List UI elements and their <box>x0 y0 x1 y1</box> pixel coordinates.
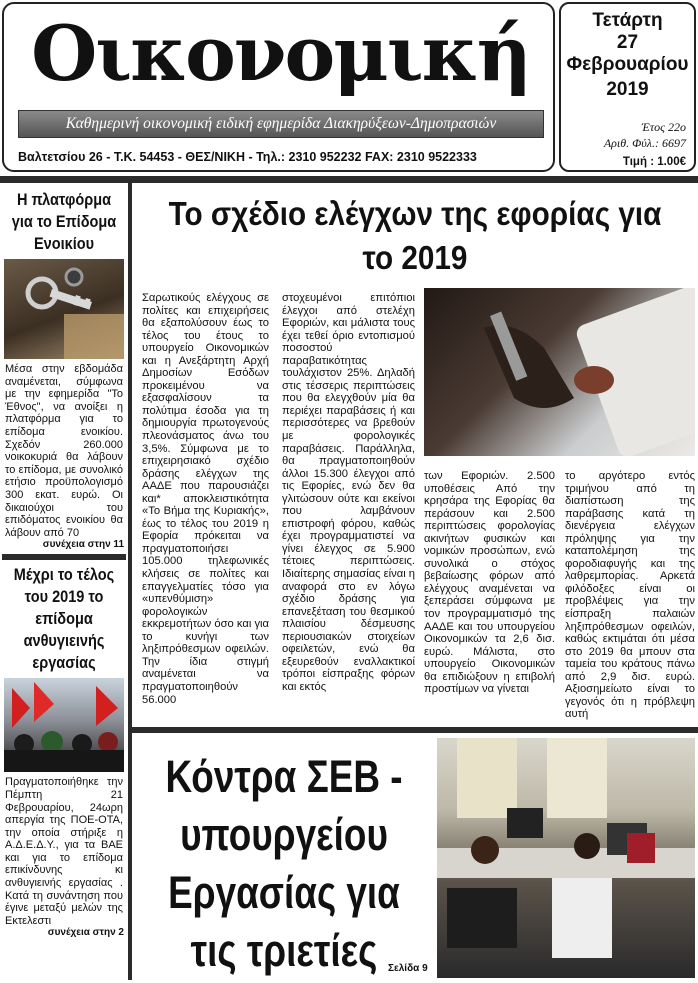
pen-and-document-icon <box>424 288 695 456</box>
main-headline: Το σχέδιο ελέγχων της εφορίας για το 2019 <box>168 195 662 276</box>
issue-volume: Έτος 22ο <box>641 120 686 134</box>
masthead <box>2 2 555 172</box>
article-column-3: των Εφοριών. 2.500 υποθέσεις Από την κρησάρα της Εφορίας θα περάσουν και 2.500 περιπτώσεις φορολογίας ακινήτων φυσικών και νομικών προσώπων, ενώ συνολικά ο στόχος βεβαίωσης φόρων από ελέγχους αναμένεται να ξεπεράσει σύμφωνα με τον προγραμματισμό της ΑΑΔΕ και του υπουργείου Οικονομικών τα 2,6 δισ. ευρώ. Μάλιστα, στο υπουργείο Οικονομικών θα επιδιώξουν η επιβολή προστίμων να γίνεται <box>424 470 555 696</box>
article-column-1: Σαρωτικούς ελέγχους σε πολίτες και επιχειρήσεις θα εξαπολύσουν έως το τέλος του έτους το υπουργείο Οικονομικών και η Ανεξάρτητη Αρχή Δημοσίων Εσόδων προκειμένου να εξασφαλίσουν τα πολύτιμα έσοδα για τη δημιουργία πρωτογενούς πλεονάσματος άνω του 3,5%. Σύμφωνα με το επιχειρησιακό σχέδιο δράσης ελέγχων της ΑΑΔΕ που παρουσιάζει και* αποκλειστικότητα «Το Βήμα της Κυριακής», έως το τέλος του 2019 η Εφορία πρόκειται να πραγματοποιήσει 105.000 τηλεφωνικές κλήσεις σε πολίτες και επαγγελματίες τόσο για «υπενθύμιση» φορολογικών εκκρεμοτήτων όσο και για το κυνήγι των ληξιπρόθεσμων οφειλών. Την ίδια στιγμή αναμένεται να πραγματοποιηθούν 56.000 <box>142 292 269 706</box>
sidebar-story-text: Μέσα στην εβδομάδα αναμένεται, σύμφωνα με την εφημερίδα "Το Έθνος", να ανοίξει η πλατφόρμα για το επίδομα ενοικίου. Σχεδόν 260.000 νοικοκυριά θα λάβουν το επίδομα, με συνολικό ετήσιο προϋπολογισμό 300 εκατ. ευρώ. Οι δικαιούχοι του επιδόματος ενοικίου θα λάβουν από 70 <box>5 363 123 539</box>
issue-weekday: Τετάρτη <box>592 10 663 31</box>
issue-day: 27 <box>616 32 639 53</box>
flags-icon <box>4 678 124 772</box>
issue-price: Τιμή : 1.00€ <box>622 156 686 168</box>
issue-date-box <box>559 2 696 172</box>
tax-inspection-photo <box>424 288 695 456</box>
sidebar-story-hazard-allowance <box>2 564 126 938</box>
strike-photo <box>4 678 124 772</box>
sidebar-headline: Μέχρι το τέλος του 2019 το επίδομα ανθυγιεινής εργασίας <box>13 566 115 673</box>
issue-month: Φεβρουαρίου <box>566 54 689 75</box>
page-reference[interactable]: Σελίδα 9 <box>388 963 428 974</box>
article-column-2: στοχευμένοι επιτόπιοι έλεγχοι από στελέχη Εφοριών, και μάλιστα τους έχει τεθεί όριο εντοπισμού ποσοστού παραβατικότητας τουλάχιστον 25%. Δηλαδή στις τέσσερις περιπτώσεις που θα ελεγχθούν μία θα περιέχει παραβάσεις ή και περισσότερες να βρεθούν με φορολογικές παραβάσεις. Παράλληλα, θα πραγματοποιηθούν άλλοι 15.300 έλεγχοι από τις Εφορίες, ενώ δεν θα γλιτώσουν ούτε και εκείνοι που λαμβάνουν επιστροφή φόρου, καθώς έχει προγραμματιστεί να γίνει έλεγχος σε 5.900 τέτοιες περιπτώσεις. Ιδιαίτερης σημασίας είναι η αναφορά στο εν λόγω σχέδιο δράσης για επανεξέταση του θεσμικού πλαισίου δέσμευσης περιουσιακών στοιχείων οφειλετών, ενώ θα εξευρεθούν εναλλακτικοί τρόποι είσπραξης φόρων και εκτός <box>282 292 416 693</box>
sidebar-divider <box>2 554 126 560</box>
continued-link[interactable]: συνέχεια στην 2 <box>47 927 124 939</box>
sidebar-divider-vertical <box>128 183 132 980</box>
office-icon <box>437 738 695 978</box>
office-workers-photo <box>437 738 695 978</box>
contact-address: Βαλτετσίου 26 - Τ.Κ. 54453 - ΘΕΣ/ΝΙΚΗ - Τηλ.: 2310 952232 FAX: 2310 9522333 <box>18 150 477 164</box>
issue-year: 2019 <box>606 79 649 100</box>
newspaper-tagline: Καθημερινή οικονομική ειδική εφημερίδα Διακηρύξεων-Δημοπρασιών <box>18 110 544 138</box>
issue-number: Αριθ. Φύλ.: 6697 <box>603 136 686 150</box>
keys-icon <box>4 259 124 359</box>
header-divider <box>0 176 698 183</box>
story-divider <box>132 727 698 733</box>
sidebar <box>2 185 126 980</box>
sidebar-story-rent-allowance <box>2 185 126 550</box>
sidebar-story-text: Πραγματοποιήθηκε την Πέμπτη 21 Φεβρουαρίου, 24ωρη απεργία της ΠΟΕ-ΟΤΑ, την οποία στήριξε η Α.Δ.Ε.Δ.Υ., για τα ΒΑΕ και για το επίδομα επικίνδυνης κι ανθυγιεινής εργασίας . Κατά τη συνάντηση που έγινε μεταξύ μελών της Εκτελεστι <box>5 776 123 927</box>
article-column-4: το αργότερο εντός τριμήνου από τη διαπίστωση της παράβασης κατά τη διενέργεια ελέγχων πρόληψης για την καταπολέμηση της φοροδιαφυγής και της λαθρεμπορίας. Αρκετά φιλόδοξες είναι οι προβλέψεις για την είσπραξη παλαιών ληξιπρόθεσμων οφειλών, καθώς εκτιμάται ότι μέσα στο 2019 θα μπουν στα ταμεία του κράτους πάνω από 2,9 δισ. ευρώ. Αξιοσημείωτο είναι το γεγονός ότι η πρόβλεψη αυτή <box>565 470 695 721</box>
continued-link[interactable]: συνέχεια στην 11 <box>42 539 124 551</box>
second-headline: Κόντρα ΣΕΒ - υπουργείου Εργασίας για τις τριετίες <box>165 751 403 976</box>
sidebar-headline: Η πλατφόρμα για το Επίδομα Ενοικίου <box>11 191 117 253</box>
newspaper-title: Οικονομική <box>31 9 530 98</box>
keys-photo <box>4 259 124 359</box>
